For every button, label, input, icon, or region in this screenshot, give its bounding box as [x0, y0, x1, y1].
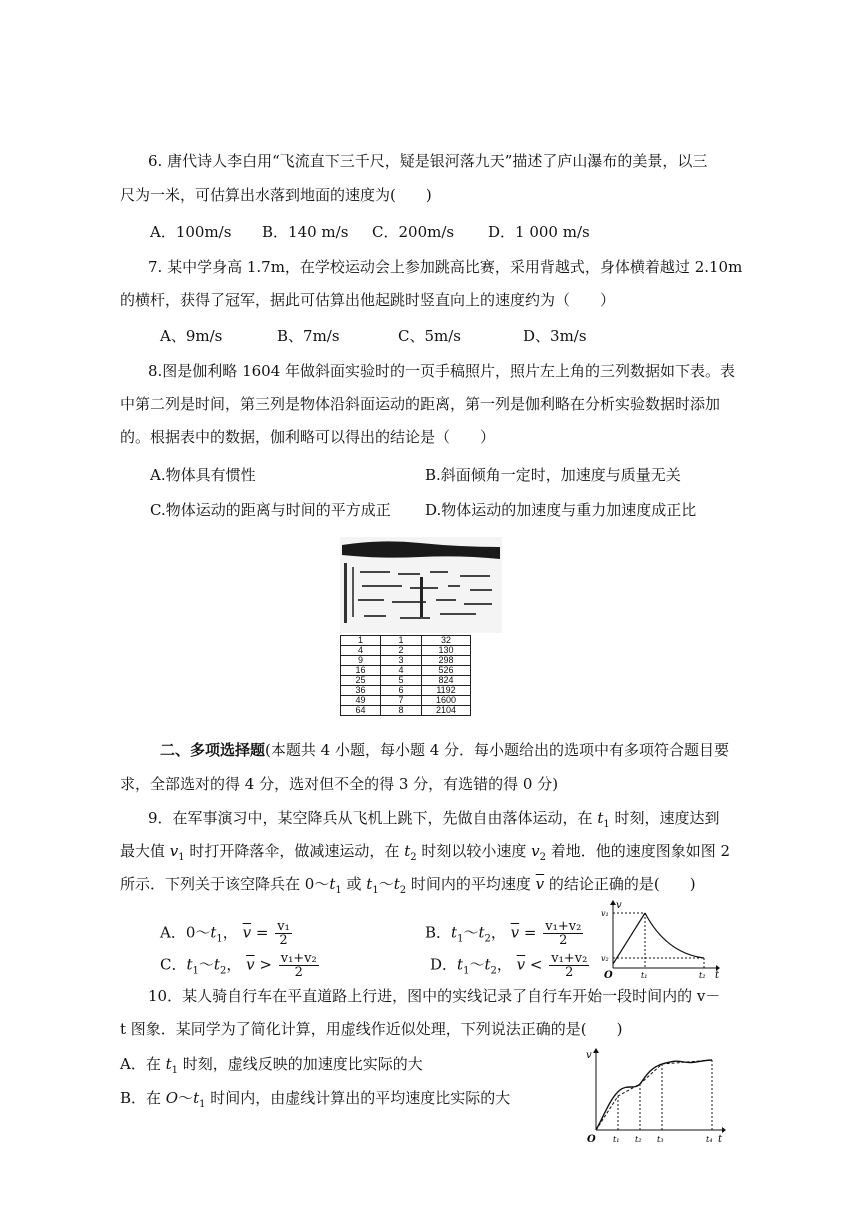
var-t: t: [451, 923, 458, 942]
q9-text: >: [259, 955, 272, 974]
q9-text: =: [523, 923, 537, 942]
table-cell: 824: [422, 676, 471, 686]
frac-den: 2: [294, 965, 303, 980]
var-t: t: [478, 923, 485, 942]
table-row: [341, 676, 471, 686]
q9-text: 时刻以较小速度: [416, 842, 532, 860]
table-cell: 526: [422, 666, 471, 676]
table-cell: 64: [341, 706, 381, 716]
q9-text: A．0～: [160, 923, 211, 942]
sub: 1: [457, 933, 464, 945]
sub: 1: [372, 885, 379, 896]
q9-text: ，: [490, 923, 506, 942]
sub: 1: [192, 965, 199, 977]
manuscript-photo: [340, 537, 502, 633]
table-cell: 36: [341, 686, 381, 696]
table-row: [341, 686, 471, 696]
var-v: v: [531, 842, 540, 860]
table-cell: 130: [422, 646, 471, 656]
sub: 1: [335, 885, 342, 896]
var-t: t: [484, 955, 491, 974]
fraction: [549, 952, 589, 979]
tick-t2: t₂: [699, 971, 706, 980]
var-t: t: [329, 875, 336, 893]
tick-t3: t₃: [657, 1135, 664, 1144]
q9-text: 9．在军事演习中，某空降兵从飞机上跳下，先做自由落体运动，在: [148, 809, 598, 827]
frac-num: v₁: [277, 919, 290, 934]
q9-text: 着地．他的速度图象如图 2: [546, 842, 731, 860]
table-cell: 8: [381, 706, 422, 716]
tick-t1: t₁: [641, 971, 648, 980]
sub: 2: [490, 965, 497, 977]
var-v: v: [169, 842, 179, 860]
q9-text: 最大值: [120, 842, 170, 860]
table-cell: 7: [381, 696, 422, 706]
frac-num: v₁+v₂: [545, 919, 582, 934]
galileo-data-table: [340, 635, 471, 716]
table-row: [341, 706, 471, 716]
q9-text: ，: [226, 955, 242, 974]
table-cell: 16: [341, 666, 381, 676]
table-cell: 6: [381, 686, 422, 696]
q9-option-a: [160, 920, 292, 950]
q9-text: ～: [198, 955, 214, 974]
var-t: t: [457, 955, 464, 974]
table-cell: 3: [381, 656, 422, 666]
tick-t1: t₁: [613, 1135, 620, 1144]
avg-v: $\overline{v}$: [516, 955, 526, 974]
q6-line1: 6. 唐代诗人李白用“飞流直下三千尺，疑是银河落九天”描述了庐山瀑布的美景，以三: [148, 152, 708, 170]
table-row: [341, 646, 471, 656]
q9-text: 的结论正确的是( ): [544, 875, 696, 893]
table-cell: 25: [341, 676, 381, 686]
axis-label-t: t: [715, 970, 720, 980]
table-cell: 49: [341, 696, 381, 706]
q9-text: D．: [430, 955, 458, 974]
table-cell: 1192: [422, 686, 471, 696]
sub: 1: [216, 933, 223, 945]
fraction: [543, 920, 583, 947]
sub: 2: [219, 965, 227, 977]
q9-text: 所示．下列关于该空降兵在 0～: [120, 875, 330, 893]
table-cell: 2: [381, 646, 422, 656]
q9-text: 或: [341, 875, 367, 893]
var-t: t: [404, 842, 411, 860]
table-cell: 298: [422, 656, 471, 666]
q10-line1: 10．某人骑自行车在平直道路上行进，图中的实线记录了自行车开始一段时间内的 v－: [148, 987, 721, 1005]
q9-line3: [120, 874, 696, 901]
q9-text: 时打开降落伞，做减速运动，在: [184, 842, 405, 860]
q10-vt-graph: [584, 1046, 730, 1146]
q6-option-b: B．140 m/s: [262, 223, 349, 241]
q8-option-b: B.斜面倾角一定时，加速度与质量无关: [425, 466, 681, 484]
var-t: t: [366, 875, 373, 893]
q8-option-a: A.物体具有惯性: [150, 466, 256, 484]
var-t: t: [213, 955, 220, 974]
q9-text: ～: [463, 923, 479, 942]
q9-text: C．: [160, 955, 187, 974]
q10-text: A．在: [120, 1055, 166, 1073]
q8-option-d: D.物体运动的加速度与重力加速度成正比: [425, 501, 697, 519]
fraction: [279, 952, 319, 979]
q9-option-b: [425, 920, 583, 950]
origin-label: O: [587, 1134, 596, 1145]
q8-option-c: C.物体运动的距离与时间的平方成正: [150, 501, 391, 519]
q9-option-c: [160, 952, 319, 982]
frac-den: 2: [559, 933, 568, 948]
q10-line2: t 图象．某同学为了简化计算，用虚线作近似处理，下列说法正确的是( ): [120, 1020, 623, 1038]
var-t: t: [193, 1089, 200, 1107]
q10-option-a: [120, 1054, 423, 1081]
q10-text: B．在: [120, 1089, 166, 1107]
q9-text: ～: [469, 955, 485, 974]
table-row: [341, 696, 471, 706]
q9-line2: [120, 841, 730, 868]
var-O: O: [165, 1089, 179, 1107]
q9-text: =: [255, 923, 269, 942]
origin-label: O: [604, 970, 613, 980]
table-cell: 32: [422, 636, 471, 646]
sub: 1: [199, 1099, 206, 1110]
q10-text: 时间内，由虚线计算出的平均速度比实际的大: [205, 1089, 511, 1107]
frac-num: v₁+v₂: [551, 951, 588, 966]
table-cell: 5: [381, 676, 422, 686]
tick-v1: v₁: [601, 909, 609, 918]
avg-v: $\overline{v}$: [242, 923, 252, 942]
table-cell: 1: [341, 636, 381, 646]
sub: 2: [484, 933, 491, 945]
q7-line1: 7. 某中学身高 1.7m，在学校运动会上参加跳高比赛，采用背越式，身体横着越过 2.10m: [148, 258, 743, 276]
q10-option-b: [120, 1088, 510, 1115]
sub: 1: [463, 965, 470, 977]
var-t: t: [210, 923, 217, 942]
q7-option-b: B、7m/s: [277, 327, 340, 345]
q7-line2: 的横杆，获得了冠军，据此可估算出他起跳时竖直向上的速度约为（ ）: [120, 291, 616, 309]
tick-t2: t₂: [635, 1135, 642, 1144]
section2-line2: 求，全部选对的得 4 分，选对但不全的得 3 分，有选错的得 0 分): [120, 775, 559, 793]
q9-text: ，: [496, 955, 512, 974]
table-cell: 4: [341, 646, 381, 656]
q6-option-d: D．1 000 m/s: [488, 223, 590, 241]
axis-label-v: v: [586, 1050, 592, 1061]
q8-line1: 8.图是伽利略 1604 年做斜面实验时的一页手稿照片，照片左上角的三列数据如下表。表: [148, 362, 736, 380]
var-t: t: [165, 1055, 172, 1073]
axis-label-v: v: [616, 900, 622, 911]
frac-den: 2: [279, 933, 288, 948]
q9-text: 时刻，速度达到: [609, 809, 720, 827]
q9-text: ～: [378, 875, 394, 893]
var-t: t: [186, 955, 193, 974]
avg-v: $\overline{v}$: [246, 955, 255, 974]
q9-option-d: [430, 952, 589, 982]
table-row: [341, 636, 471, 646]
axis-label-t: t: [718, 1134, 723, 1145]
var-t: t: [393, 875, 400, 893]
q7-option-c: C、5m/s: [398, 327, 461, 345]
table-cell: 1: [381, 636, 422, 646]
q10-text: ～: [178, 1089, 194, 1107]
table-cell: 1600: [422, 696, 471, 706]
q9-text: <: [529, 955, 543, 974]
table-cell: 9: [341, 656, 381, 666]
q6-option-c: C．200m/s: [372, 223, 455, 241]
q9-text: ，: [222, 923, 238, 942]
frac-num: v₁+v₂: [280, 951, 317, 966]
q6-option-a: A．100m/s: [150, 223, 232, 241]
avg-v: $\overline{v}$: [510, 923, 520, 942]
section2-line1: [160, 740, 729, 760]
sub: 1: [603, 819, 610, 830]
avg-v: $\overline{v}$: [535, 875, 545, 893]
tick-v2: v₂: [601, 954, 609, 963]
table-row: [341, 656, 471, 666]
q9-vt-graph: [598, 898, 722, 980]
sub: 2: [399, 885, 407, 896]
sub: 2: [539, 852, 546, 863]
q8-line2: 中第二列是时间，第三列是物体沿斜面运动的距离，第一列是伽利略在分析实验数据时添加: [120, 395, 721, 413]
var-t: t: [597, 809, 604, 827]
sub: 1: [178, 852, 185, 863]
tick-t4: t₄: [706, 1135, 713, 1144]
q9-text: 时间内的平均速度: [406, 875, 536, 893]
q7-option-a: A、9m/s: [160, 327, 223, 345]
q9-line1: [148, 808, 720, 835]
frac-den: 2: [565, 965, 574, 980]
section2-title: 二、多项选择题: [160, 741, 266, 759]
q7-option-d: D、3m/s: [523, 327, 587, 345]
table-cell: 4: [381, 666, 422, 676]
fraction: [275, 920, 292, 947]
sub: 2: [410, 852, 417, 863]
table-cell: 2104: [422, 706, 471, 716]
q6-line2: 尺为一米，可估算出水落到地面的速度为( ): [120, 186, 432, 204]
section2-text1: (本题共 4 小题，每小题 4 分．每小题给出的选项中有多项符合题目要: [265, 741, 730, 759]
q10-text: 时刻，虚线反映的加速度比实际的大: [178, 1055, 423, 1073]
sub: 1: [171, 1065, 179, 1076]
table-row: [341, 666, 471, 676]
q9-text: B．: [425, 923, 452, 942]
q8-line3: 的。根据表中的数据，伽利略可以得出的结论是（ ）: [120, 428, 496, 446]
